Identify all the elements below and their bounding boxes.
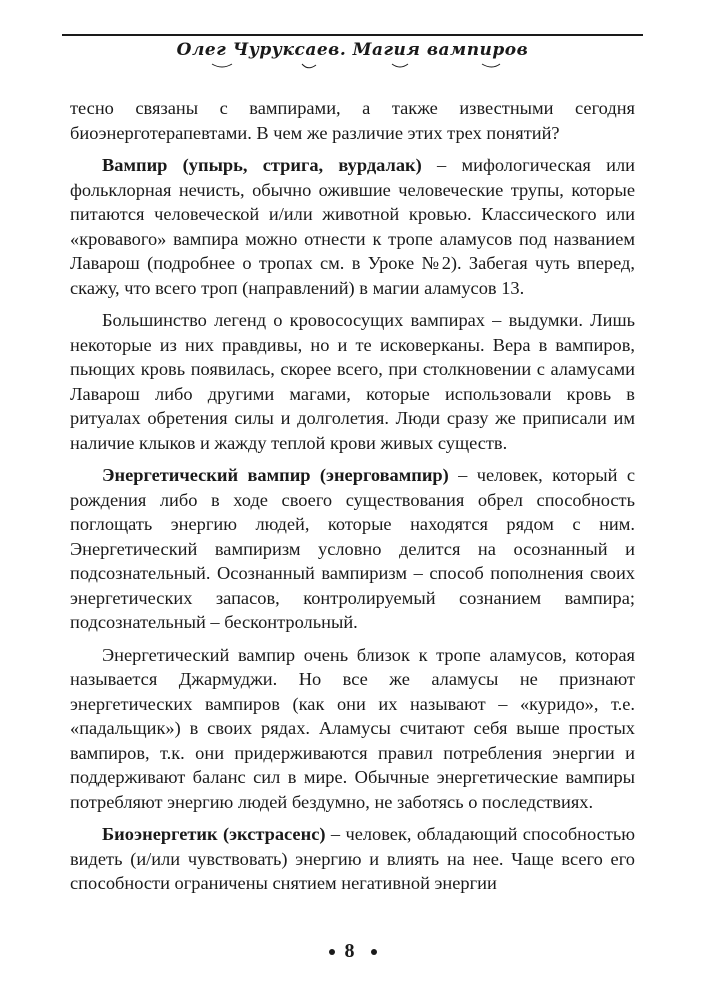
- body-text: [70, 96, 635, 904]
- paragraph-6-text: – человек, обладающий способностью видеть (и/или чувствовать) энергию и влиять на нее. Чаще всего его способности ограничены снятием негативной энергии: [70, 824, 635, 893]
- paragraph-1-text: тесно связаны с вампирами, а также известными сегодня биоэнерготерапевтами. В чем же различие этих трех понятий?: [70, 98, 635, 143]
- paragraph-4: [70, 463, 635, 635]
- running-header: [62, 30, 643, 66]
- term-bioenergetic: Биоэнергетик (экстрасенс): [102, 824, 326, 844]
- paragraph-1: [70, 96, 635, 145]
- header-ornament: [62, 62, 643, 72]
- paragraph-6: [70, 822, 635, 896]
- header-title: Олег Чуруксаев. Магия вампиров: [176, 40, 529, 60]
- paragraph-4-text: – человек, который с рождения либо в ходе своего существования обрел способность поглощать энергию людей, которые находятся рядом с ним. Энергетический вампиризм условно делится на осознанный и подсознательный. Осознанный вампиризм – способ пополнения своих энергетических запасов, контролируемый сознанием вампира; подсознательный – бесконтрольный.: [70, 465, 636, 632]
- page-number: 8: [344, 940, 361, 962]
- dot-right-icon: [371, 949, 377, 955]
- paragraph-5-text: Энергетический вампир очень близок к тропе аламусов, которая называется Джармуджи. Но все же аламусы не признают энергетических вампиров (как они их называют – «куридо», т.е. «падальщик») в своих рядах. Аламусы считают себя выше простых вампиров, т.к. они придерживаются правил потребления энергии и поддерживают баланс сил в мире. Обычные энергетические вампиры потребляют энергию людей бездумно, не заботясь о последствиях.: [70, 644, 635, 812]
- paragraph-3: [70, 308, 635, 455]
- term-vampire: Вампир (упырь, стрига, вурдалак): [102, 155, 422, 175]
- header-rule: [62, 34, 643, 36]
- paragraph-3-text: Большинство легенд о кровососущих вампирах – выдумки. Лишь некоторые из них правдивы, но и те исковерканы. Вера в вампиров, пьющих кровь появилась, скорее всего, при столкновении с аламусами Лаварош либо другими магами, которые использовали кровь в ритуалах обретения силы и долголетия. Люди сразу же приписали им наличие клыков и жажду теплой крови живых существ.: [70, 310, 635, 453]
- paragraph-5: [70, 643, 635, 815]
- paragraph-2: [70, 153, 635, 300]
- page-footer: [0, 940, 705, 963]
- dot-left-icon: [329, 949, 335, 955]
- paragraph-2-text: – мифологическая или фольклорная нечисть, обычно ожившие человеческие трупы, которые питаются человеческой и/или животной кровью. Классического или «кровавого» вампира можно отнести к тропе аламусов под названием Лаварош (подробнее о тропах см. в Уроке №2). Забегая чуть вперед, скажу, что всего троп (направлений) в магии аламусов 13.: [70, 155, 635, 298]
- term-energy-vampire: Энергетический вампир (энерговампир): [102, 465, 449, 485]
